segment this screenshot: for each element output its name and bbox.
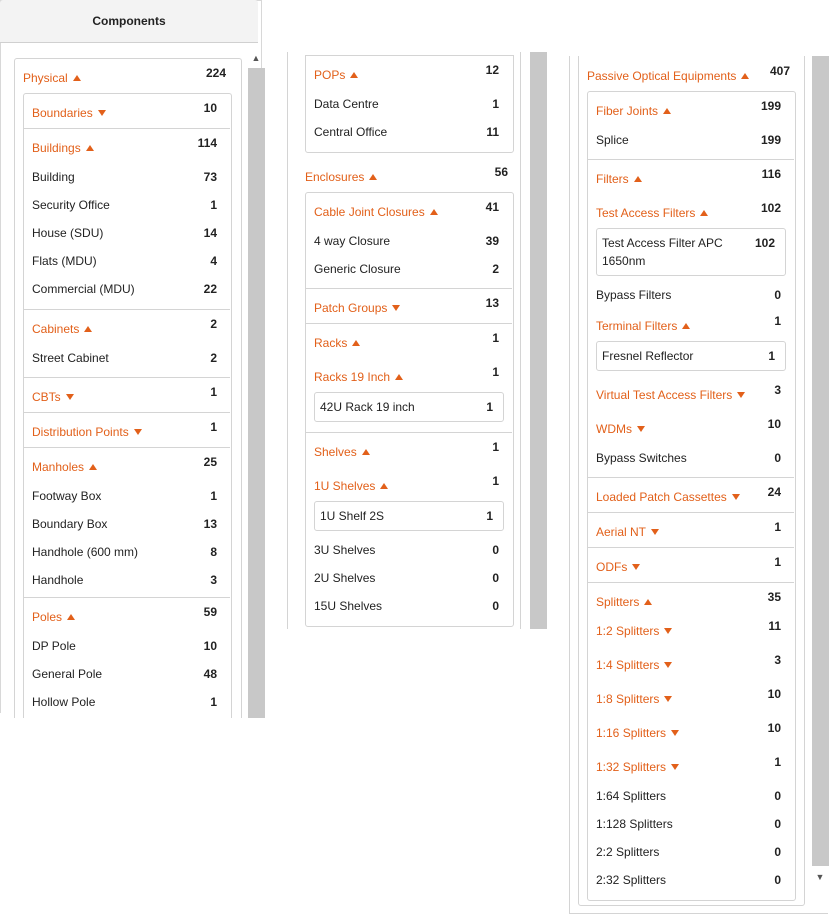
group-toggle-1u-shelves[interactable]: 1U Shelves [314, 479, 388, 493]
item-street-cabinet[interactable]: Street Cabinet [32, 351, 109, 365]
item-commercial-mdu[interactable]: Commercial (MDU) [32, 282, 135, 296]
count-2-2-splitters: 0 [774, 845, 781, 859]
item-bypass-filters[interactable]: Bypass Filters [596, 288, 672, 302]
group-toggle-distribution-points[interactable]: Distribution Points [32, 425, 142, 439]
count-1-16-splitters: 10 [767, 721, 781, 735]
count-racks-19-inch: 1 [492, 365, 499, 379]
expand-icon [134, 429, 142, 435]
count-1-128-splitters: 0 [774, 817, 781, 831]
collapse-icon [644, 599, 652, 605]
collapse-icon [380, 483, 388, 489]
count-distribution-points: 1 [210, 420, 217, 434]
expand-icon [664, 628, 672, 634]
count-central-office: 11 [486, 125, 499, 139]
count-42u-rack-19-inch: 1 [486, 400, 493, 414]
expand-icon [732, 494, 740, 500]
item-handhole-600[interactable]: Handhole (600 mm) [32, 545, 139, 559]
scrollbar-track[interactable] [530, 52, 547, 629]
expand-icon [637, 426, 645, 432]
item-fresnel-reflector[interactable]: Fresnel Reflector [602, 349, 694, 363]
count-commercial-mdu: 22 [203, 282, 217, 296]
group-toggle-1-32-splitters[interactable]: 1:32 Splitters [596, 760, 679, 774]
expand-icon [664, 662, 672, 668]
item-footway-box[interactable]: Footway Box [32, 489, 102, 503]
count-shelves: 1 [492, 440, 499, 454]
count-pops: 12 [485, 63, 499, 77]
count-footway-box: 1 [210, 489, 217, 503]
count-street-cabinet: 2 [210, 351, 217, 365]
item-bypass-switches[interactable]: Bypass Switches [596, 451, 687, 465]
item-15u-shelves[interactable]: 15U Shelves [314, 599, 383, 613]
item-42u-rack-19-inch[interactable]: 42U Rack 19 inch [320, 400, 415, 414]
count-2-32-splitters: 0 [774, 873, 781, 887]
collapse-icon [73, 75, 81, 81]
count-1u-shelves: 1 [492, 474, 499, 488]
count-dp-pole: 10 [203, 639, 217, 653]
count-cbts: 1 [210, 385, 217, 399]
count-1-2-splitters: 11 [768, 619, 781, 633]
item-flats-mdu[interactable]: Flats (MDU) [32, 254, 97, 268]
count-cabinets: 2 [210, 317, 217, 331]
count-aerial-nt: 1 [774, 520, 781, 534]
count-boundary-box: 13 [203, 517, 217, 531]
collapse-icon [663, 108, 671, 114]
group-toggle-cbts[interactable]: CBTs [32, 390, 74, 404]
item-test-access-filter-apc-line2[interactable]: 1650nm [602, 254, 646, 268]
count-building: 73 [203, 170, 217, 184]
count-terminal-filters: 1 [774, 314, 781, 328]
group-toggle-racks-19-inch[interactable]: Racks 19 Inch [314, 370, 403, 384]
collapse-icon [395, 374, 403, 380]
collapse-icon [84, 326, 92, 332]
collapse-icon [741, 73, 749, 79]
count-physical: 224 [205, 66, 226, 80]
collapse-icon [352, 340, 360, 346]
scrollbar-track[interactable] [248, 68, 265, 718]
group-toggle-1-8-splitters[interactable]: 1:8 Splitters [596, 692, 672, 706]
group-toggle-cable-joint-closures[interactable]: Cable Joint Closures [314, 205, 438, 219]
count-hollow-pole: 1 [210, 695, 217, 709]
count-handhole: 3 [210, 573, 217, 587]
count-house-sdu: 14 [203, 226, 217, 240]
item-1-64-splitters[interactable]: 1:64 Splitters [596, 789, 667, 803]
panel-title: Components [0, 0, 258, 43]
expand-icon [392, 305, 400, 311]
group-toggle-physical[interactable]: Physical [23, 71, 81, 85]
item-dp-pole[interactable]: DP Pole [32, 639, 76, 653]
count-1u-shelf-2s: 1 [486, 509, 493, 523]
physical-children [23, 93, 232, 734]
expand-icon [671, 764, 679, 770]
item-general-pole[interactable]: General Pole [32, 667, 103, 681]
count-1-4-splitters: 3 [774, 653, 781, 667]
item-security-office[interactable]: Security Office [32, 198, 110, 212]
group-toggle-passive-optical[interactable]: Passive Optical Equipments [587, 69, 749, 83]
count-virtual-test-access-filters: 3 [774, 383, 781, 397]
count-splice: 199 [760, 133, 781, 147]
item-handhole[interactable]: Handhole [32, 573, 84, 587]
collapse-icon [700, 210, 708, 216]
count-bypass-switches: 0 [774, 451, 781, 465]
count-racks: 1 [492, 331, 499, 345]
group-toggle-shelves[interactable]: Shelves [314, 445, 370, 459]
count-2u-shelves: 0 [492, 571, 499, 585]
count-bypass-filters: 0 [774, 288, 781, 302]
collapse-icon [362, 449, 370, 455]
scroll-up-arrow-icon[interactable]: ▲ [251, 53, 261, 63]
group-toggle-filters[interactable]: Filters [596, 172, 642, 186]
count-generic-closure: 2 [492, 262, 499, 276]
count-15u-shelves: 0 [492, 599, 499, 613]
count-manholes: 25 [203, 455, 217, 469]
count-1-64-splitters: 0 [774, 789, 781, 803]
group-toggle-boundaries[interactable]: Boundaries [32, 106, 106, 120]
count-test-access-filters: 102 [760, 201, 781, 215]
item-boundary-box[interactable]: Boundary Box [32, 517, 108, 531]
count-1-32-splitters: 1 [774, 755, 781, 769]
scrollbar-track[interactable] [812, 56, 829, 866]
count-wdms: 10 [767, 417, 781, 431]
group-toggle-manholes[interactable]: Manholes [32, 460, 97, 474]
item-2u-shelves[interactable]: 2U Shelves [314, 571, 376, 585]
group-toggle-racks[interactable]: Racks [314, 336, 360, 350]
group-toggle-virtual-test-access-filters[interactable]: Virtual Test Access Filters [596, 388, 745, 402]
group-toggle-1-2-splitters[interactable]: 1:2 Splitters [596, 624, 672, 638]
group-toggle-splitters[interactable]: Splitters [596, 595, 652, 609]
group-toggle-patch-groups[interactable]: Patch Groups [314, 301, 400, 315]
count-loaded-patch-cassettes: 24 [767, 485, 781, 499]
count-flats-mdu: 4 [210, 254, 217, 268]
collapse-icon [369, 174, 377, 180]
group-toggle-poles[interactable]: Poles [32, 610, 75, 624]
count-splitters: 35 [767, 590, 781, 604]
group-toggle-pops[interactable]: POPs [314, 68, 358, 82]
count-handhole-600: 8 [210, 545, 217, 559]
item-central-office[interactable]: Central Office [314, 125, 388, 139]
collapse-icon [89, 464, 97, 470]
expand-icon [632, 564, 640, 570]
group-toggle-cabinets[interactable]: Cabinets [32, 322, 92, 336]
collapse-icon [634, 176, 642, 182]
group-toggle-loaded-patch-cassettes[interactable]: Loaded Patch Cassettes [596, 490, 740, 504]
expand-icon [671, 730, 679, 736]
count-poles: 59 [203, 605, 217, 619]
group-toggle-test-access-filters[interactable]: Test Access Filters [596, 206, 708, 220]
group-toggle-aerial-nt[interactable]: Aerial NT [596, 525, 659, 539]
item-4-way-closure[interactable]: 4 way Closure [314, 234, 391, 248]
group-toggle-terminal-filters[interactable]: Terminal Filters [596, 319, 690, 333]
expand-icon [737, 392, 745, 398]
group-toggle-1-16-splitters[interactable]: 1:16 Splitters [596, 726, 679, 740]
group-toggle-enclosures[interactable]: Enclosures [305, 170, 377, 184]
count-fresnel-reflector: 1 [768, 349, 775, 363]
group-toggle-1-4-splitters[interactable]: 1:4 Splitters [596, 658, 672, 672]
count-general-pole: 48 [203, 667, 217, 681]
group-toggle-buildings[interactable]: Buildings [32, 141, 94, 155]
count-patch-groups: 13 [485, 296, 499, 310]
item-1-128-splitters[interactable]: 1:128 Splitters [596, 817, 673, 831]
item-test-access-filter-apc-line1[interactable]: Test Access Filter APC [602, 236, 723, 250]
count-cable-joint-closures: 41 [485, 200, 499, 214]
count-passive-optical: 407 [769, 64, 790, 78]
item-hollow-pole[interactable]: Hollow Pole [32, 695, 96, 709]
collapse-icon [430, 209, 438, 215]
count-boundaries: 10 [203, 101, 217, 115]
collapse-icon [682, 323, 690, 329]
expand-icon [66, 394, 74, 400]
count-fiber-joints: 199 [760, 99, 781, 113]
group-toggle-wdms[interactable]: WDMs [596, 422, 645, 436]
collapse-icon [350, 72, 358, 78]
group-toggle-odfs[interactable]: ODFs [596, 560, 640, 574]
item-generic-closure[interactable]: Generic Closure [314, 262, 401, 276]
group-toggle-fiber-joints[interactable]: Fiber Joints [596, 104, 671, 118]
item-building[interactable]: Building [32, 170, 75, 184]
count-buildings: 114 [197, 136, 217, 150]
scroll-down-arrow-icon[interactable]: ▼ [815, 872, 825, 882]
collapse-icon [67, 614, 75, 620]
count-1-8-splitters: 10 [767, 687, 781, 701]
item-3u-shelves[interactable]: 3U Shelves [314, 543, 376, 557]
item-2-32-splitters[interactable]: 2:32 Splitters [596, 873, 667, 887]
item-2-2-splitters[interactable]: 2:2 Splitters [596, 845, 660, 859]
count-4-way-closure: 39 [485, 234, 499, 248]
count-odfs: 1 [774, 555, 781, 569]
count-3u-shelves: 0 [492, 543, 499, 557]
item-splice[interactable]: Splice [596, 133, 629, 147]
count-test-access-filter-apc: 102 [754, 236, 775, 250]
item-1u-shelf-2s[interactable]: 1U Shelf 2S [320, 509, 385, 523]
expand-icon [98, 110, 106, 116]
count-data-centre: 1 [492, 97, 499, 111]
expand-icon [651, 529, 659, 535]
count-filters: 116 [761, 167, 781, 181]
collapse-icon [86, 145, 94, 151]
expand-icon [664, 696, 672, 702]
item-house-sdu[interactable]: House (SDU) [32, 226, 104, 240]
count-enclosures: 56 [494, 165, 508, 179]
count-security-office: 1 [210, 198, 217, 212]
item-data-centre[interactable]: Data Centre [314, 97, 379, 111]
